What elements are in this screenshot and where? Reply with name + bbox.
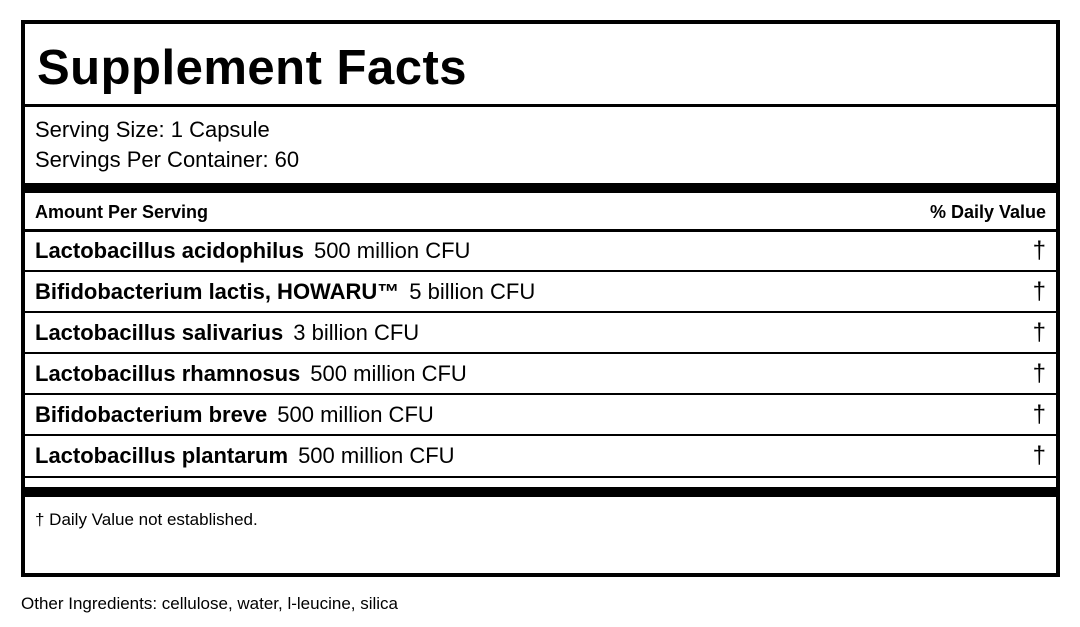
amount-per-serving-label: Amount Per Serving [35, 202, 209, 222]
dagger-mark: † [1032, 237, 1046, 264]
other-ingredients: Other Ingredients: cellulose, water, l-leucine, silica [21, 594, 399, 613]
dagger-mark: † [1032, 278, 1046, 305]
ingredient-row [35, 313, 1046, 352]
panel-title: Supplement Facts [37, 41, 468, 95]
ingredient-name: Lactobacillus plantarum [35, 443, 289, 468]
ingredient-amount: 500 million CFU [313, 238, 471, 263]
ingredient-name: Bifidobacterium breve [35, 402, 268, 427]
daily-value-label: % Daily Value [929, 202, 1046, 222]
ingredient-amount: 5 billion CFU [409, 279, 536, 304]
ingredient-row [35, 354, 1046, 393]
amount-header-row [35, 199, 1046, 225]
ingredient-name: Lactobacillus acidophilus [35, 238, 304, 263]
serving-info [35, 115, 299, 175]
ingredient-name: Bifidobacterium lactis, HOWARU™ [35, 279, 400, 304]
title-divider [25, 104, 1056, 107]
dagger-mark: † [1032, 360, 1046, 387]
thick-divider-bottom [25, 487, 1056, 497]
servings-per-container: Servings Per Container: 60 [35, 147, 300, 172]
dagger-mark: † [1032, 319, 1046, 346]
thick-divider-top [25, 183, 1056, 193]
row-divider [25, 476, 1056, 478]
serving-size: Serving Size: 1 Capsule [35, 117, 270, 142]
ingredient-amount: 500 million CFU [277, 402, 434, 427]
ingredient-name: Lactobacillus salivarius [35, 320, 284, 345]
ingredient-amount: 3 billion CFU [293, 320, 420, 345]
ingredient-amount: 500 million CFU [298, 443, 455, 468]
ingredient-row [35, 272, 1046, 311]
ingredient-row [35, 231, 1046, 270]
ingredient-row [35, 436, 1046, 475]
daily-value-footnote: † Daily Value not established. [35, 510, 258, 529]
supplement-facts-panel [21, 20, 1060, 577]
ingredient-name: Lactobacillus rhamnosus [35, 361, 301, 386]
ingredient-amount: 500 million CFU [310, 361, 467, 386]
ingredient-row [35, 395, 1046, 434]
dagger-mark: † [1032, 442, 1046, 469]
dagger-mark: † [1032, 401, 1046, 428]
